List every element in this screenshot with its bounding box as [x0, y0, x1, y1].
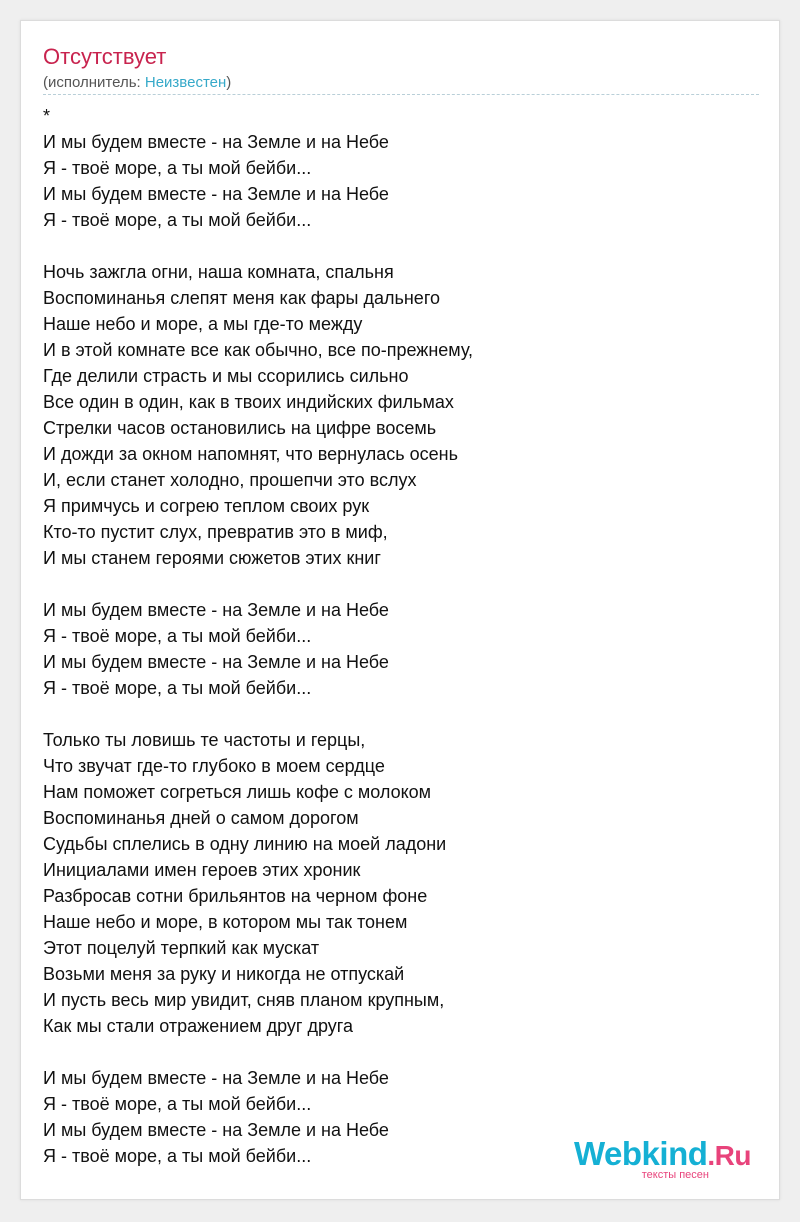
- lyric-line: И мы будем вместе - на Земле и на Небе: [43, 652, 389, 672]
- lyric-line: Стрелки часов остановились на цифре восемь: [43, 418, 437, 438]
- lyric-line: Ночь зажгла огни, наша комната, спальня: [43, 262, 394, 282]
- lyric-line: Наше небо и море, в котором мы так тонем: [43, 912, 408, 932]
- logo-brand: Webkind: [573, 1135, 708, 1172]
- lyric-line: Я - твоё море, а ты мой бейби...: [43, 1146, 312, 1166]
- lyric-line: Я - твоё море, а ты мой бейби...: [43, 158, 312, 178]
- blank-line: [43, 701, 759, 727]
- lyric-line: И, если станет холодно, прошепчи это вслух: [43, 470, 417, 490]
- artist-line: [43, 73, 231, 93]
- lyric-line: Все один в один, как в твоих индийских фильмах: [43, 392, 454, 412]
- lyric-line: Нам поможет согреться лишь кофе с молоком: [43, 782, 432, 802]
- lyric-line: Как мы стали отражением друг друга: [43, 1016, 353, 1036]
- lyric-line: Что звучат где-то глубоко в моем сердце: [43, 756, 385, 776]
- lyrics-text: [43, 103, 759, 1169]
- blank-line: [43, 571, 759, 597]
- blank-line: [43, 233, 759, 259]
- lyric-line: И мы станем героями сюжетов этих книг: [43, 548, 381, 568]
- lyric-line: Я - твоё море, а ты мой бейби...: [43, 626, 312, 646]
- logo-tld: .Ru: [707, 1140, 751, 1171]
- lyric-line: Кто-то пустит слух, превратив это в миф,: [43, 522, 388, 542]
- site-logo[interactable]: [574, 1137, 751, 1181]
- lyric-line: Я - твоё море, а ты мой бейби...: [43, 210, 312, 230]
- lyric-line: И дожди за окном напомнят, что вернулась осень: [43, 444, 458, 464]
- song-title: Отсутствует: [43, 44, 167, 69]
- lyric-line: Судьбы сплелись в одну линию на моей ладони: [43, 834, 447, 854]
- lyric-line: Инициалами имен героев этих хроник: [43, 860, 361, 880]
- lyric-line: И мы будем вместе - на Земле и на Небе: [43, 1068, 389, 1088]
- lyric-line: Разбросав сотни брильянтов на черном фоне: [43, 886, 428, 906]
- artist-link[interactable]: Неизвестен: [144, 74, 227, 91]
- lyric-line: Наше небо и море, а мы где-то между: [43, 314, 363, 334]
- logo-wordmark: [574, 1137, 751, 1173]
- artist-suffix: ): [226, 74, 232, 91]
- lyric-line: Где делили страсть и мы ссорились сильно: [43, 366, 409, 386]
- lyric-line: И мы будем вместе - на Земле и на Небе: [43, 184, 389, 204]
- lyric-line: Воспоминанья слепят меня как фары дальнего: [43, 288, 441, 308]
- lyric-line: Воспоминанья дней о самом дорогом: [43, 808, 359, 828]
- lyric-line: *: [43, 106, 51, 126]
- lyric-line: Я примчусь и согрею теплом своих рук: [43, 496, 370, 516]
- logo-tagline: тексты песен: [641, 1169, 709, 1181]
- lyric-line: Только ты ловишь те частоты и герцы,: [43, 730, 366, 750]
- divider: [43, 94, 759, 95]
- lyric-line: И мы будем вместе - на Земле и на Небе: [43, 132, 389, 152]
- lyrics-card: [20, 20, 780, 1200]
- lyric-line: Возьми меня за руку и никогда не отпускай: [43, 964, 405, 984]
- lyric-line: И мы будем вместе - на Земле и на Небе: [43, 1120, 389, 1140]
- blank-line: [43, 1039, 759, 1065]
- lyric-line: И мы будем вместе - на Земле и на Небе: [43, 600, 389, 620]
- lyric-line: И в этой комнате все как обычно, все по-прежнему,: [43, 340, 474, 360]
- artist-prefix: (исполнитель:: [43, 74, 145, 91]
- lyric-line: Я - твоё море, а ты мой бейби...: [43, 678, 312, 698]
- lyric-line: И пусть весь мир увидит, сняв планом крупным,: [43, 990, 445, 1010]
- lyric-line: Я - твоё море, а ты мой бейби...: [43, 1094, 312, 1114]
- lyric-line: Этот поцелуй терпкий как мускат: [43, 938, 320, 958]
